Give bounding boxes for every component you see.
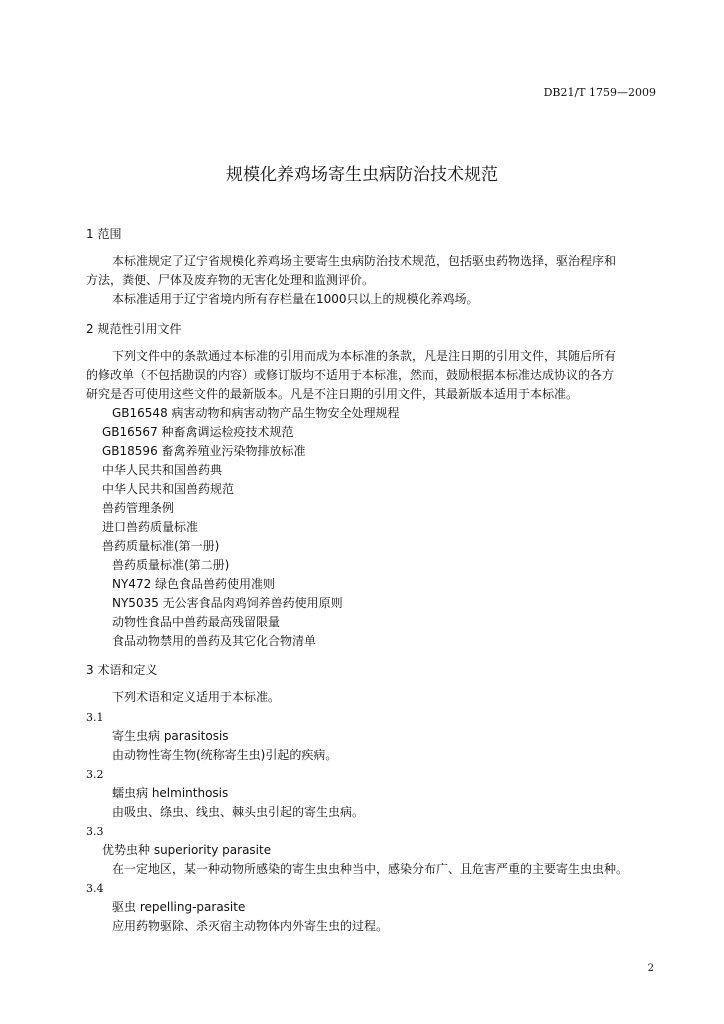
- section-3-intro: 下列术语和定义适用于本标准。: [112, 690, 281, 704]
- reference-item: GB16567 种畜禽调运检疫技术规范: [102, 425, 294, 439]
- section-1-paragraph-1-line-1: 本标准规定了辽宁省规模化养鸡场主要寄生虫病防治技术规范，包括驱虫药物选择，驱治程序和: [112, 254, 617, 268]
- section-3-heading: 3 术语和定义: [86, 663, 158, 677]
- reference-item: 中华人民共和国兽药规范: [102, 482, 235, 496]
- term-title: 蠕虫病 helminthosis: [112, 786, 229, 800]
- section-2-heading: 2 规范性引用文件: [86, 322, 182, 336]
- reference-item: 食品动物禁用的兽药及其它化合物清单: [112, 634, 317, 648]
- section-1-paragraph-1-line-2: 方法，粪便、尸体及废弃物的无害化处理和监测评价。: [86, 273, 375, 287]
- reference-item: 动物性食品中兽药最高残留限量: [112, 615, 281, 629]
- term-definition: 在一定地区，某一种动物所感染的寄生虫虫种当中，感染分布广、且危害严重的主要寄生虫虫种。: [112, 862, 629, 876]
- term-number: 3.3: [86, 825, 104, 838]
- reference-item: GB18596 畜禽养殖业污染物排放标准: [102, 444, 306, 458]
- term-definition: 由动物性寄生物(统称寄生虫)引起的疾病。: [112, 748, 338, 762]
- reference-item: 兽药管理条例: [102, 501, 175, 515]
- reference-item: 兽药质量标准(第二册): [112, 558, 230, 572]
- section-2-paragraph-line-3: 研究是否可使用这些文件的最新版本。凡是不注日期的引用文件，其最新版本适用于本标准。: [86, 387, 579, 401]
- term-title: 驱虫 repelling-parasite: [112, 900, 246, 914]
- term-number: 3.4: [86, 882, 104, 895]
- document-code: DB21/T 1759—2009: [543, 86, 656, 99]
- reference-item: 中华人民共和国兽药典: [102, 463, 223, 477]
- term-number: 3.2: [86, 768, 104, 781]
- term-definition: 由吸虫、绦虫、线虫、棘头虫引起的寄生虫病。: [112, 805, 365, 819]
- section-1-paragraph-2: 本标准适用于辽宁省境内所有存栏量在1000只以上的规模化养鸡场。: [112, 292, 479, 306]
- reference-item: NY472 绿色食品兽药使用准则: [112, 577, 276, 591]
- document-title: 规模化养鸡场寄生虫病防治技术规范: [226, 165, 498, 185]
- section-1-heading: 1 范围: [86, 227, 122, 241]
- section-2-paragraph-line-2: 的修改单（不包括勘误的内容）或修订版均不适用于本标准，然而，鼓励根据本标准达成协议的各方: [86, 368, 615, 382]
- term-title: 优势虫种 superiority parasite: [102, 843, 272, 857]
- term-title: 寄生虫病 parasitosis: [112, 729, 229, 743]
- reference-item: 进口兽药质量标准: [102, 520, 199, 534]
- reference-item: 兽药质量标准(第一册): [102, 539, 220, 553]
- section-2-paragraph-line-1: 下列文件中的条款通过本标准的引用而成为本标准的条款，凡是注日期的引用文件，其随后所有: [112, 349, 617, 363]
- reference-item: GB16548 病害动物和病害动物产品生物安全处理规程: [112, 406, 400, 420]
- term-number: 3.1: [86, 711, 104, 724]
- reference-item: NY5035 无公害食品肉鸡饲养兽药使用原则: [112, 596, 343, 610]
- page-number: 2: [647, 963, 654, 974]
- term-definition: 应用药物驱除、杀灭宿主动物体内外寄生虫的过程。: [112, 919, 389, 933]
